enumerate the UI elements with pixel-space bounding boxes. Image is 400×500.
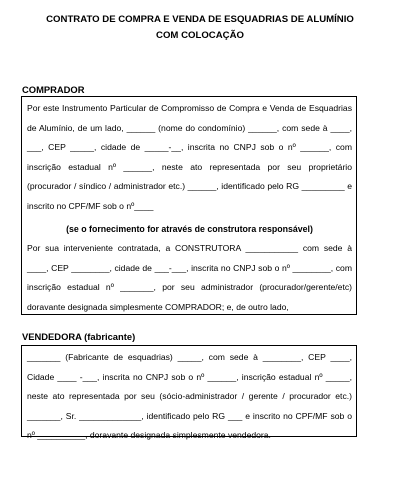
document-title-line-2: COM COLOCAÇÃO: [156, 30, 244, 41]
document-title-line-1: CONTRATO DE COMPRA E VENDA DE ESQUADRIAS DE ALUMÍNIO: [46, 14, 354, 25]
vendedora-box: [21, 345, 357, 441]
document-title: [0, 12, 400, 44]
vendedora-paragraph: _______ (Fabricante de esquadrias) _____, com sede à ________, CEP ____, Cidade ____ -___, inscrita no CNPJ sob o nº ______, inscrição estadual nº _____, neste ato representada por seu (sócio-administrador / gerente / procurador etc.) _______, Sr. _____________, identificado pelo RG ___ e inscrito no CPF/MF sob o nº __________, doravante designada simplesmente vendedora.: [27, 352, 352, 441]
construtora-note: (se o fornecimento for através de construtora responsável): [66, 223, 313, 234]
vendedora-heading: VENDEDORA (fabricante): [22, 331, 136, 342]
comprador-box: [21, 96, 357, 315]
comprador-heading: COMPRADOR: [22, 84, 85, 95]
construtora-paragraph: Por sua interveniente contratada, a CONSTRUTORA ___________ com sede à ____, CEP ________, cidade de ___-___, inscrita no CNPJ sob o nº ________, com inscrição estadual nº _______, por seu administrador (procurador/gerente/etc) doravante designada simplesmente COMPRADOR; e, de outro lado,: [27, 243, 352, 312]
comprador-paragraph: Por este Instrumento Particular de Compromisso de Compra e Venda de Esquadrias de Alumínio, de um lado, ______ (nome do condomínio) ______, com sede à ____, ___, CEP _____, cidade de _____-__, inscrita no CNPJ sob o nº ______, com inscrição estadual nº ______, neste ato representada por seu proprietário (procurador / síndico / administrador etc.) ______, identificado pelo RG _________ e inscrito no CPF/MF sob o nº____: [27, 103, 352, 211]
